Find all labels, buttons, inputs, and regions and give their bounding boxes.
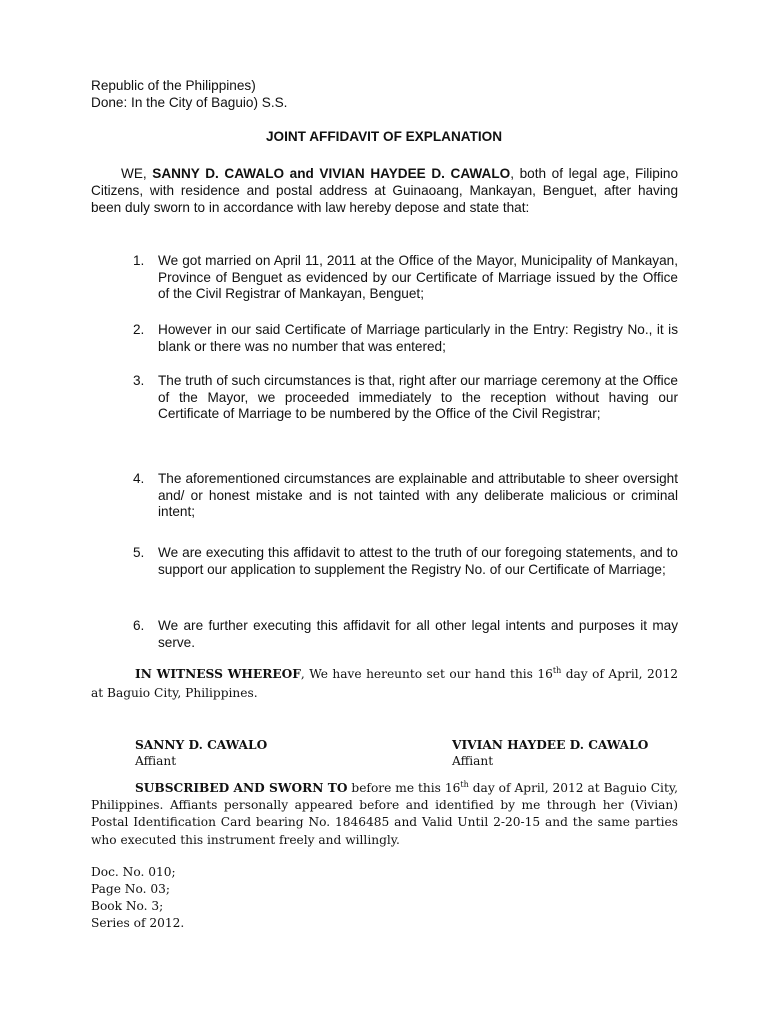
item-text: The aforementioned circumstances are explainable and attributable to sheer oversight and/ or honest mistake and is not tainted with any deliberate malicious or criminal intent; xyxy=(158,471,678,520)
jurat-lead: SUBSCRIBED AND SWORN TO xyxy=(135,781,348,795)
item-text: We are executing this affidavit to attest to the truth of our foregoing statements, and to support our application to supplement the Registry No. of our Certificate of Marriage; xyxy=(158,545,678,577)
document-title: JOINT AFFIDAVIT OF EXPLANATION xyxy=(265,129,503,144)
affiant-names: SANNY D. CAWALO and VIVIAN HAYDEE D. CAWALO xyxy=(152,166,511,181)
item-number: 5. xyxy=(133,545,145,560)
item-text: However in our said Certificate of Marriage particularly in the Entry: Registry No., it is blank or there was no number that was entered; xyxy=(158,322,678,354)
signatory-role-1: Affiant xyxy=(135,754,177,768)
witness-text-a: , We have hereunto set our hand this 16 xyxy=(300,667,553,681)
signatory-name-1: SANNY D. CAWALO xyxy=(135,738,268,752)
ordinal-suffix: th xyxy=(460,780,469,789)
venue-line-2: Done: In the City of Baguio) S.S. xyxy=(91,95,288,110)
ordinal-suffix: th xyxy=(552,666,562,675)
intro-prefix: WE, xyxy=(121,166,153,181)
series-year: Series of 2012. xyxy=(91,916,185,930)
intro-paragraph xyxy=(91,165,678,216)
jurat-text-a: before me this 16 xyxy=(347,781,461,795)
item-text: The truth of such circumstances is that, right after our marriage ceremony at the Office of the Mayor, we proceeded immediately to the reception without having our Certificate of Marriage to be numbered by the Office of the Civil Registrar; xyxy=(158,373,678,422)
item-number: 1. xyxy=(133,253,145,268)
signatory-name-2: VIVIAN HAYDEE D. CAWALO xyxy=(452,738,649,752)
item-text: We are further executing this affidavit for all other legal intents and purposes it may serve. xyxy=(158,618,678,650)
witness-paragraph xyxy=(91,665,678,702)
item-number: 4. xyxy=(133,471,145,486)
item-number: 6. xyxy=(133,618,145,633)
venue-line-1: Republic of the Philippines) xyxy=(91,78,256,93)
signatory-role-2: Affiant xyxy=(452,754,494,768)
witness-text-b: day of April, 2012 at Baguio City, Philippines. xyxy=(91,667,678,700)
jurat-paragraph xyxy=(91,780,678,849)
witness-lead: IN WITNESS WHEREOF xyxy=(135,667,301,681)
doc-number: Doc. No. 010; xyxy=(91,865,176,879)
jurat-text-b: day of April, 2012 at Baguio City, Philippines. Affiants personally appeared before and identified by me through her (Vivian) Postal Identification Card bearing No. 1846485 and Valid Until 2-20-15 and the same parties who executed this instrument freely and willingly. xyxy=(91,781,678,847)
item-text: We got married on April 11, 2011 at the Office of the Mayor, Municipality of Mankayan, Province of Benguet as evidenced by our Certificate of Marriage issued by the Office of the Civil Registrar of Mankayan, Benguet; xyxy=(158,253,678,302)
item-number: 2. xyxy=(133,322,145,337)
intro-rest: , both of legal age, Filipino Citizens, with residence and postal address at Guinaoang, Mankayan, Benguet, after having been duly sworn to in accordance with law hereby depose and state that: xyxy=(91,166,679,215)
book-number: Book No. 3; xyxy=(91,899,164,913)
item-number: 3. xyxy=(133,373,145,388)
page-number: Page No. 03; xyxy=(91,882,170,896)
